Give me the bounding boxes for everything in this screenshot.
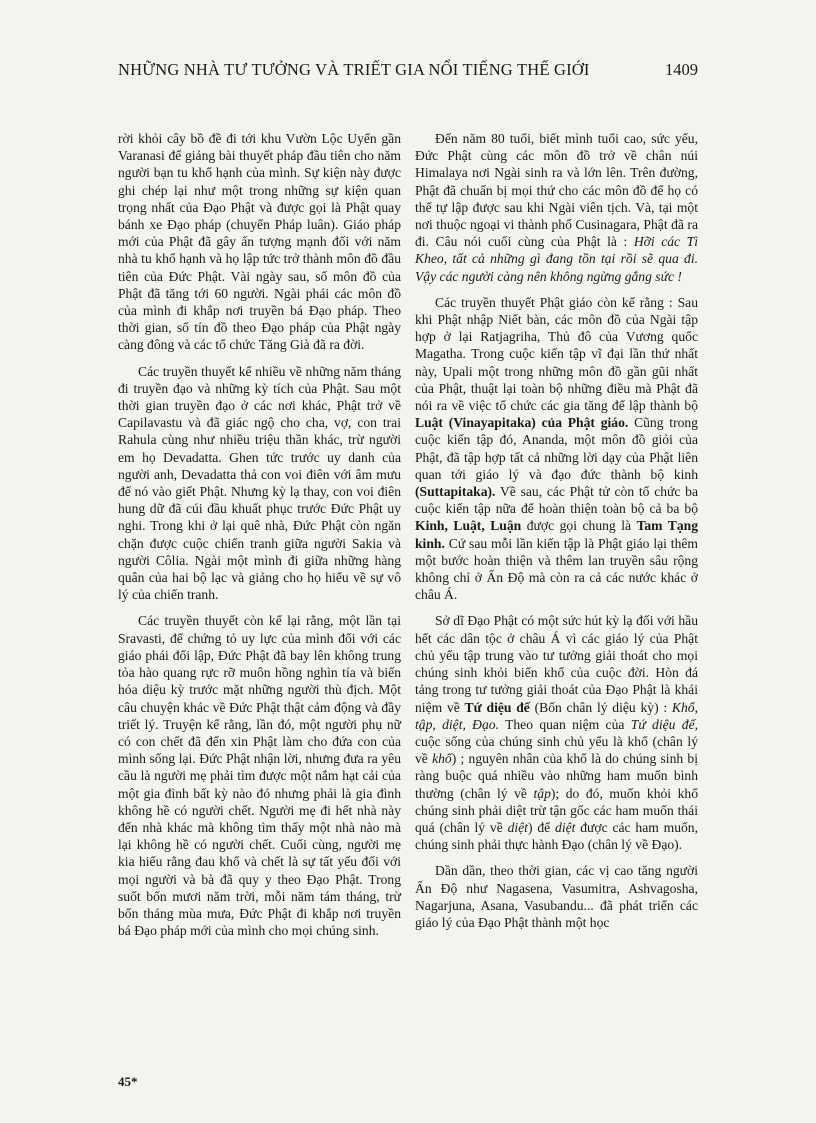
- term-vinaya: Luật (Vinayapitaka) của Phật giáo.: [415, 415, 629, 431]
- paragraph: Dần dần, theo thời gian, các vị cao tăng người Ấn Độ như Nagasena, Vasumitra, Ashvagosha, Nagarjuna, Asana, Vasubandu... đã phát triển các giáo lý của Đạo Phật thành một học: [415, 863, 698, 930]
- text-run: (Bốn chân lý diệu kỳ) :: [534, 699, 668, 715]
- term-tripitaka: Tam Tạng kinh.: [415, 518, 698, 551]
- text-run: Sở dĩ Đạo Phật có một sức hút kỳ lạ đối với hầu hết các dân tộc ở châu Á vì các giáo lý của Phật chủ yếu tập trung vào tư tưởng giải thoát cho mọi chúng sinh khỏi biển khổ của cuộc đời. Hòn đá tảng trong tư tưởng giải thoát của Đạo Phật là khái niệm về: [415, 613, 698, 715]
- term-cessation: diệt: [507, 819, 528, 835]
- right-column: [415, 130, 698, 940]
- paragraph: [415, 130, 698, 285]
- term-sutta: (Suttapitaka).: [415, 484, 496, 500]
- text-run: Cứ sau mỗi lần kiến tập là Phật giáo lại thêm một bước hoàn thiện và thêm lan truyền sâu rộng không chỉ ở Ấn Độ mà còn ra cả các nước khác ở châu Á.: [415, 535, 698, 603]
- text-run: được gọi chung là: [526, 518, 632, 534]
- term-origin: tập: [533, 785, 551, 801]
- paragraph: [415, 612, 698, 853]
- term-list: Khổ, tập, diệt, Đạo.: [415, 699, 698, 732]
- term-suffering: khổ: [432, 751, 452, 767]
- text-run: Các truyền thuyết Phật giáo còn kể rằng : Sau khi Phật nhập Niết bàn, các môn đồ của Ngài tập hợp ở lại Ratjagriha, Thủ đô của Vương quốc Magatha. Trong cuộc kiến tập vĩ đại lần thứ nhất này, Upali một trong những môn đồ gần gũi nhất của Phật, thuật lại toàn bộ những điều mà Phật đã nói ra về việc tổ chức các gia tăng để lập thành bộ: [415, 294, 698, 414]
- left-column: [118, 130, 401, 948]
- text-run: Theo quan niệm của: [505, 716, 625, 732]
- page-number: 1409: [665, 60, 698, 79]
- text-run: cuộc sống của chúng sinh chủ yếu là khổ (chân lý về: [415, 733, 698, 767]
- paragraph: Các truyền thuyết còn kể lại rằng, một lần tại Sravasti, để chứng tỏ uy lực của mình đối với các giáo phái đối lập, Đức Phật đã bay lên không trung tỏa hào quang rực rỡ muôn hồng nghìn tía và biến hóa diệu kỳ trước mặt những người thù địch. Một câu chuyện khác về Đức Phật thật cảm động và đầy triết lý. Truyện kể rằng, lần đó, một người phụ nữ có con chết đã đến xin Phật làm cho đứa con của mình sống lại. Đức Phật nhận lời, nhưng đưa ra yêu cầu là người mẹ phải tìm được một nắm hạt cải của một gia đình bất kỳ nào đó nhưng phải là gia đình không hề có người chết. Người mẹ đi hết nhà này đến nhà khác mà không tìm thấy một nhà nào mà lại không hề có người chết. Cuối cùng, người mẹ kia hiểu rằng đau khổ và chết là sự tất yếu đối với mọi người và bà đã quy y theo Đạo Phật. Trong suốt bốn mươi năm trời, mỗi năm tám tháng, trừ bốn tháng mùa mưa, Đức Phật đi khắp nơi truyền bá Đạo pháp mới của mình cho mọi chúng sinh.: [118, 613, 401, 939]
- text-run: được các ham muốn, chúng sinh phải thực hành Đạo (chân lý về Đạo).: [415, 819, 699, 853]
- text-run: ); do đó, muốn khỏi khổ chúng sinh phải diệt trừ tận gốc các ham muốn thái quá (chân lý về: [415, 785, 698, 835]
- book-title: NHỮNG NHÀ TƯ TƯỞNG VÀ TRIẾT GIA NỔI TIẾNG THẾ GIỚI: [118, 60, 590, 79]
- term-cessation-2: diệt: [555, 819, 576, 835]
- term-four-truths: Tứ diệu đế: [464, 699, 530, 715]
- term-four-truths-italic: Tứ diệu đế,: [630, 716, 699, 732]
- signature-mark: 45*: [118, 1074, 138, 1089]
- paragraph: [415, 294, 698, 604]
- text-run: ) ; nguyên nhân của khổ là do chúng sinh bị ràng buộc quá nhiều vào những ham muốn bình thường (chân lý về: [415, 751, 698, 801]
- text-run: Đến năm 80 tuổi, biết mình tuổi cao, sức yếu, Đức Phật cùng các môn đồ trở về chân núi Himalaya nơi Ngài sinh ra và lớn lên. Trên đường, Phật đã chuẩn bị mọi thứ cho các môn đồ để họ có thể tự lập được sau khi Ngài viên tịch. Và, tại một nơi thuộc ngoại vi thành phố Cusinagara, Phật đã ra đi. Câu nói cuối cùng của Phật là :: [415, 131, 698, 250]
- text-run: ) để: [527, 819, 551, 835]
- running-header: [118, 60, 698, 84]
- paragraph: Các truyền thuyết kể nhiều về những năm tháng đi truyền đạo và những kỳ tích của Phật. Sau một thời gian truyền đạo ở các nơi khác, Phật trở về Capilavastu và đã giác ngộ cho cha, vợ, con trai Rahula cùng như nhiều triệu thần khác, trừ người em họ Devadatta. Ghen tức trước uy danh của người anh, Devadatta thả con voi điên với âm mưu để nó vào giết Phật. Nhưng kỳ lạ thay, con voi điên hung dữ đã cúi đầu khuất phục trước Đức Phật uy nghi. Trong khi ở lại quê nhà, Đức Phật còn ngăn chặn được cuộc chiến tranh giữa người Sakia và người Côlia. Ngài một mình đi giữa những hàng quân của hai bộ lạc và giảng cho họ hiểu về sự vô lý của chiến tranh.: [118, 363, 401, 603]
- buddha-last-words: Hỡi các Tì Kheo, tất cả những gì đang tồn tại rồi sẽ qua đi. Vậy các người càng nên không ngừng gắng sức !: [415, 234, 698, 284]
- text-run: Về sau, các Phật tử còn tổ chức ba cuộc kiến tập nữa để hoàn thiện toàn bộ cả ba bộ: [415, 484, 699, 517]
- text-run: Cũng trong cuộc kiến tập đó, Ananda, một môn đồ giỏi của Phật, đã tập hợp tất cả những lời dạy của Phật liên quan tới giáo lý và đạo đức thành bộ kinh: [415, 415, 698, 482]
- term-three-baskets: Kinh, Luật, Luận: [415, 518, 522, 534]
- paragraph: rời khỏi cây bồ đề đi tới khu Vườn Lộc Uyển gần Varanasi để giảng bài thuyết pháp đầu tiên cho năm người bạn tu khổ hạnh của mình. Sự kiện này được ghi chép lại như một trong những sự kiện quan trọng nhất của Đạo Phật và được gọi là Phật quay bánh xe Đạo pháp (chuyển Pháp luân). Giáo pháp mới của Phật đã gây ấn tượng mạnh đối với năm nhà tu khổ hạnh và họ lập tức trở thành môn đồ đầu tiên của Đức Phật. Vài ngày sau, số môn đồ của Phật đã tăng tới 60 người. Ngài phái các môn đồ của mình đi khắp nơi truyền bá Đạo pháp. Theo thời gian, số tín đồ theo Đạo pháp của Phật ngày càng đông và các tổ chức Tăng Già đã ra đời.: [118, 131, 401, 353]
